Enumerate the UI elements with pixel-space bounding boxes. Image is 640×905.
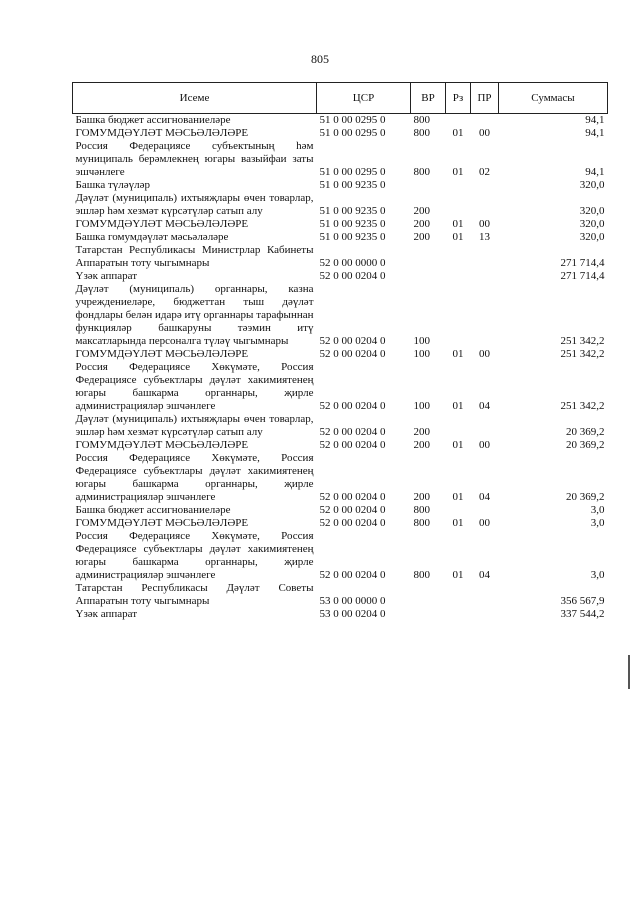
cell-name: Башка бюджет ассигнованиеләре [75, 504, 231, 516]
cell-vr: 800 [413, 517, 430, 529]
cell-name: Россия Федерациясе субъектының һәм муниципаль берәмлекнең югары вазыйфаи заты эшчәнлеге [75, 140, 314, 178]
cell-csr: 52 0 00 0204 0 [319, 270, 386, 282]
cell-name: Россия Федерациясе Хөкүмәте, Россия Федерациясе субъектлары дәүләт хакимиятенең югары башкарма органнары, җирле администрацияләр эшчәнлеге [75, 361, 314, 412]
cell-rz [446, 244, 471, 270]
cell-rz [446, 114, 471, 128]
header-sum: Суммасы [499, 83, 608, 114]
cell-sum: 3,0 [590, 569, 605, 581]
cell-vr: 800 [413, 504, 430, 516]
cell-rz: 01 [452, 348, 464, 360]
table-row [73, 192, 608, 218]
cell-name: Үзәк аппарат [75, 270, 138, 282]
table-header-row [73, 83, 608, 114]
cell-sum: 3,0 [590, 517, 605, 529]
cell-vr: 100 [413, 348, 430, 360]
table-row [73, 179, 608, 192]
cell-pr [471, 582, 499, 608]
cell-csr: 52 0 00 0000 0 [319, 257, 386, 269]
cell-rz: 01 [452, 218, 464, 230]
cell-sum: 94,1 [585, 127, 605, 139]
table-body [73, 114, 608, 622]
cell-rz: 01 [452, 517, 464, 529]
header-name: Исеме [73, 83, 317, 114]
cell-name: Башка гомумдәүләт мәсьәләләре [75, 231, 229, 243]
cell-csr: 51 0 00 9235 0 [319, 205, 386, 217]
table-row [73, 452, 608, 504]
cell-pr [471, 413, 499, 439]
cell-rz: 01 [452, 569, 464, 581]
cell-sum: 356 567,9 [560, 595, 605, 607]
table-row [73, 582, 608, 608]
cell-rz [446, 582, 471, 608]
cell-sum: 20 369,2 [566, 426, 605, 438]
table-row [73, 504, 608, 517]
cell-name: Дәүләт (муниципаль) ихтыяҗлары өчен товарлар, эшләр һәм хезмәт күрсәтүләр сатып алу [75, 192, 314, 217]
cell-vr: 800 [413, 127, 430, 139]
budget-table [72, 82, 608, 621]
cell-vr [411, 270, 446, 283]
cell-sum: 94,1 [585, 114, 605, 126]
cell-name: Башка түләүләр [75, 179, 151, 191]
cell-vr: 200 [413, 218, 430, 230]
cell-pr [471, 114, 499, 128]
cell-pr: 04 [479, 400, 490, 412]
cell-vr: 200 [413, 491, 430, 503]
cell-csr: 52 0 00 0204 0 [319, 400, 386, 412]
cell-name: ГОМУМДӘҮЛӘТ МӘСЬӘЛӘЛӘРЕ [75, 517, 249, 529]
table-row [73, 517, 608, 530]
cell-vr: 200 [413, 426, 430, 438]
cell-pr [471, 270, 499, 283]
cell-name: ГОМУМДӘҮЛӘТ МӘСЬӘЛӘЛӘРЕ [75, 127, 249, 139]
table-row [73, 114, 608, 128]
cell-sum: 251 342,2 [560, 335, 605, 347]
cell-pr: 02 [479, 166, 490, 178]
cell-sum: 251 342,2 [560, 348, 605, 360]
cell-pr: 04 [479, 569, 490, 581]
cell-pr: 00 [479, 517, 490, 529]
cell-vr: 800 [413, 114, 430, 126]
cell-sum: 320,0 [579, 218, 605, 230]
cell-csr: 51 0 00 9235 0 [319, 218, 386, 230]
header-rz: Рз [446, 83, 471, 114]
cell-vr: 200 [413, 205, 430, 217]
table-row [73, 231, 608, 244]
cell-rz [446, 179, 471, 192]
cell-sum: 94,1 [585, 166, 605, 178]
cell-rz [446, 192, 471, 218]
cell-name: Үзәк аппарат [75, 608, 138, 620]
table-row [73, 244, 608, 270]
cell-name: ГОМУМДӘҮЛӘТ МӘСЬӘЛӘЛӘРЕ [75, 218, 249, 230]
cell-sum: 320,0 [579, 205, 605, 217]
cell-name: Башка бюджет ассигнованиеләре [75, 114, 231, 126]
cell-rz: 01 [452, 491, 464, 503]
scan-edge-mark [628, 655, 630, 689]
cell-csr: 51 0 00 0295 0 [319, 166, 386, 178]
cell-pr [471, 283, 499, 348]
cell-csr: 53 0 00 0204 0 [319, 608, 386, 620]
table-row [73, 127, 608, 140]
cell-vr: 800 [413, 166, 430, 178]
cell-sum: 3,0 [590, 504, 605, 516]
cell-sum: 337 544,2 [560, 608, 605, 620]
cell-rz: 01 [452, 400, 464, 412]
table-row [73, 270, 608, 283]
cell-csr: 52 0 00 0204 0 [319, 439, 386, 451]
cell-sum: 20 369,2 [566, 491, 605, 503]
cell-vr [411, 179, 446, 192]
table-row [73, 283, 608, 348]
cell-pr [471, 244, 499, 270]
page-number: 805 [311, 52, 329, 66]
cell-rz [446, 413, 471, 439]
cell-vr: 800 [413, 569, 430, 581]
cell-pr [471, 179, 499, 192]
cell-pr: 13 [479, 231, 490, 243]
cell-name: ГОМУМДӘҮЛӘТ МӘСЬӘЛӘЛӘРЕ [75, 348, 249, 360]
table-row [73, 140, 608, 179]
cell-name: Дәүләт (муниципаль) органнары, казна учреждениеләре, бюджеттан тыш дәүләт фондлары белән идарә итү органнары тарафыннан функцияләр башкаруны тәэмин итү максатларында персоналга түләү чыгымнары [75, 283, 314, 347]
cell-pr [471, 504, 499, 517]
cell-vr: 200 [413, 231, 430, 243]
cell-rz [446, 608, 471, 621]
cell-pr: 00 [479, 218, 490, 230]
header-vr: ВР [411, 83, 446, 114]
cell-vr [411, 608, 446, 621]
cell-csr: 52 0 00 0204 0 [319, 348, 386, 360]
cell-rz [446, 283, 471, 348]
cell-csr: 52 0 00 0204 0 [319, 517, 386, 529]
cell-pr: 00 [479, 348, 490, 360]
cell-rz: 01 [452, 127, 464, 139]
table-row [73, 348, 608, 361]
cell-sum: 271 714,4 [560, 270, 605, 282]
cell-sum: 271 714,4 [560, 257, 605, 269]
cell-csr: 51 0 00 9235 0 [319, 231, 386, 243]
cell-rz: 01 [452, 166, 464, 178]
cell-rz: 01 [452, 231, 464, 243]
cell-vr [411, 244, 446, 270]
cell-name: Татарстан Республикасы Министрлар Кабинеты Аппаратын тоту чыгымнары [75, 244, 314, 269]
cell-csr: 53 0 00 0000 0 [319, 595, 386, 607]
table-row [73, 608, 608, 621]
table-row [73, 361, 608, 413]
cell-csr: 51 0 00 0295 0 [319, 127, 386, 139]
cell-name: Дәүләт (муниципаль) ихтыяҗлары өчен товарлар, эшләр һәм хезмәт күрсәтүләр сатып алу [75, 413, 314, 438]
cell-rz [446, 504, 471, 517]
cell-vr: 100 [413, 335, 430, 347]
cell-vr: 100 [413, 400, 430, 412]
cell-csr: 51 0 00 9235 0 [319, 179, 386, 191]
cell-csr: 52 0 00 0204 0 [319, 335, 386, 347]
cell-name: Россия Федерациясе Хөкүмәте, Россия Федерациясе субъектлары дәүләт хакимиятенең югары башкарма органнары, җирле администрацияләр эшчәнлеге [75, 530, 314, 581]
table-row [73, 530, 608, 582]
cell-csr: 52 0 00 0204 0 [319, 504, 386, 516]
cell-csr: 52 0 00 0204 0 [319, 491, 386, 503]
table-row [73, 439, 608, 452]
cell-name: Россия Федерациясе Хөкүмәте, Россия Федерациясе субъектлары дәүләт хакимиятенең югары башкарма органнары, җирле администрацияләр эшчәнлеге [75, 452, 314, 503]
cell-csr: 52 0 00 0204 0 [319, 569, 386, 581]
cell-rz [446, 270, 471, 283]
cell-sum: 320,0 [579, 231, 605, 243]
header-csr: ЦСР [317, 83, 411, 114]
cell-pr [471, 608, 499, 621]
cell-sum: 320,0 [579, 179, 605, 191]
cell-sum: 20 369,2 [566, 439, 605, 451]
cell-pr: 00 [479, 127, 490, 139]
cell-vr: 200 [413, 439, 430, 451]
table-row [73, 413, 608, 439]
cell-sum: 251 342,2 [560, 400, 605, 412]
cell-pr [471, 192, 499, 218]
cell-csr: 52 0 00 0204 0 [319, 426, 386, 438]
header-pr: ПР [471, 83, 499, 114]
cell-vr [411, 582, 446, 608]
table-row [73, 218, 608, 231]
cell-name: ГОМУМДӘҮЛӘТ МӘСЬӘЛӘЛӘРЕ [75, 439, 249, 451]
cell-pr: 00 [479, 439, 490, 451]
cell-pr: 04 [479, 491, 490, 503]
cell-rz: 01 [452, 439, 464, 451]
cell-name: Татарстан Республикасы Дәүләт Советы Аппаратын тоту чыгымнары [75, 582, 314, 607]
cell-csr: 51 0 00 0295 0 [319, 114, 386, 126]
